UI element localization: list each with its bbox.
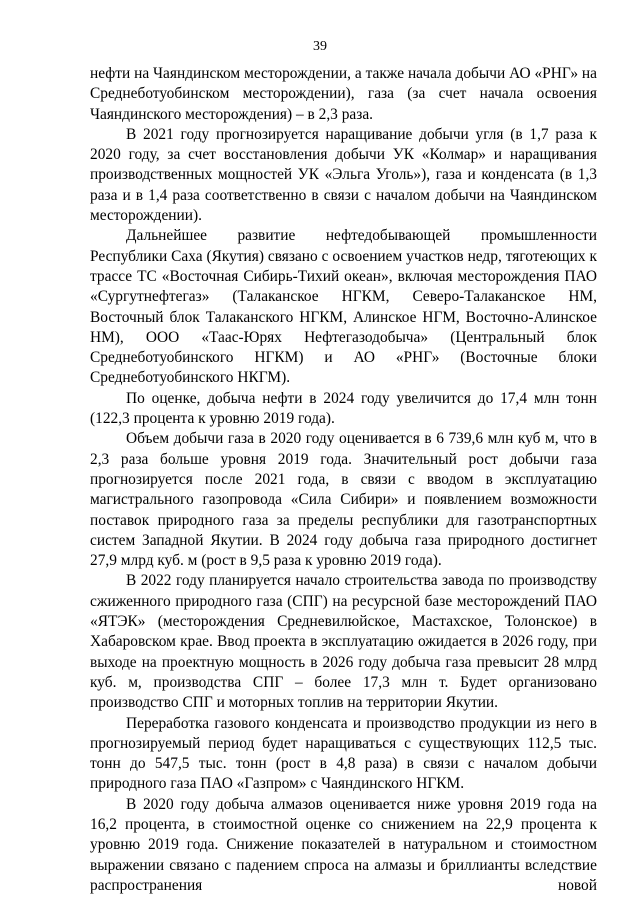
page-number: 39 (313, 39, 327, 54)
paragraph-coal-gas-2021: В 2021 году прогнозируется наращивание добычи угля (в 1,7 раза к 2020 году, за счет восстановления добычи УК «Колмар» и наращивания производственных мощностей УК «Эльга Уголь»), газа и конденсата (в 1,3 раза и в 1,4 раза соответственно в связи с началом добычи на Чаяндинском месторождении). (90, 125, 597, 225)
document-body (90, 64, 597, 896)
paragraph-condensate-processing: Переработка газового конденсата и производство продукции из него в прогнозируемый период будет наращиваться с существующих 112,5 тыс. тонн до 547,5 тыс. тонн (рост в 4,8 раза) в связи с началом добычи природного газа ПАО «Газпром» с Чаяндинского НГКМ. (90, 714, 597, 793)
paragraph-lng-plant: В 2022 году планируется начало строительства завода по производству сжиженного природного газа (СПГ) на ресурсной базе месторождений ПАО «ЯТЭК» (месторождения Средневилюйское, Мастахское, Толонское) в Хабаровском крае. Ввод проекта в эксплуатацию ожидается в 2026 году, при выходе на проектную мощность в 2026 году добыча газа превысит 28 млрд куб. м, производства СПГ – более 17,3 млн т. Будет организовано производство СПГ и моторных топлив на территории Якутии. (90, 572, 597, 712)
paragraph-gas-production: Объем добычи газа в 2020 году оценивается в 6 739,6 млн куб м, что в 2,3 раза больше уровня 2019 года. Значительный рост добычи газа прогнозируется после 2021 года, в связи с вводом в эксплуатацию магистрального газопровода «Сила Сибири» и появлением возможности поставок природного газа за пределы республики для газотранспортных систем Западной Якутии. В 2024 году добыча газа природного достигнет 27,9 млрд куб. м (рост в 9,5 раза к уровню 2019 года). (90, 430, 597, 570)
paragraph-oil-2024: По оценке, добыча нефти в 2024 году увеличится до 17,4 млн тонн (122,3 процента к уровню 2019 года). (90, 389, 597, 428)
paragraph-continuation: нефти на Чаяндинском месторождении, а также начала добычи АО «РНГ» на Среднеботуобинском месторождении), газа (за счет начала освоения Чаяндинского месторождения) – в 2,3 раза. (90, 65, 597, 123)
paragraph-diamonds: В 2020 году добыча алмазов оценивается ниже уровня 2019 года на 16,2 процента, в стоимостной оценке со снижением на 22,9 процента к уровню 2019 года. Снижение показателей в натуральном и стоимостном выражении связано с падением спроса на алмазы и бриллианты вследствие распространения новой (90, 795, 597, 894)
paragraph-oil-industry-development: Дальнейшее развитие нефтедобывающей промышленности Республики Саха (Якутия) связано с освоением участков недр, тяготеющих к трассе ТС «Восточная Сибирь-Тихий океан», включая месторождения ПАО «Сургутнефтегаз» (Талаканское НГКМ, Северо-Талаканское НМ, Восточный блок Талаканского НГКМ, Алинское НГМ, Восточно-Алинское НМ), ООО «Таас-Юрях Нефтегазодобыча» (Центральный блок Среднеботуобинского НГКМ) и АО «РНГ» (Восточные блоки Среднеботуобинского НКГМ). (90, 227, 597, 387)
